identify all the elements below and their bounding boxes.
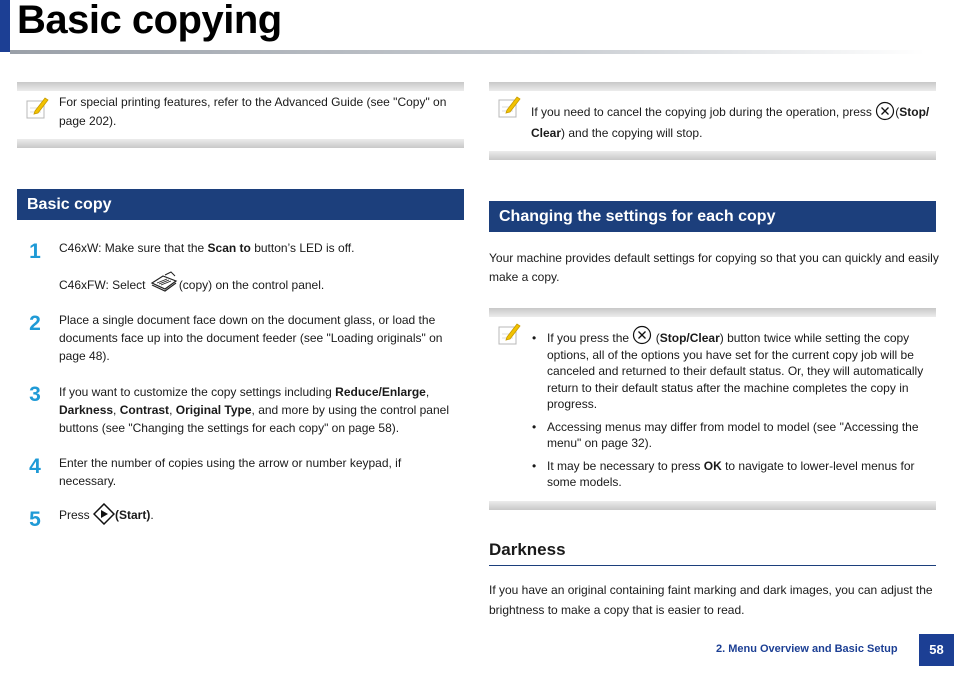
list-item: • Accessing menus may differ from model to model (see "Accessing the menu" on page 32).: [532, 419, 919, 450]
step-number-1: 1: [29, 240, 41, 263]
step-number-2: 2: [29, 312, 41, 335]
darkness-heading: Darkness: [489, 540, 566, 559]
step-4-text: Enter the number of copies using the arrow or number keypad, if necessary.: [59, 456, 402, 488]
step-number-3: 3: [29, 383, 41, 406]
list-item: • It may be necessary to press OK to navigate to lower-level menus for some models.: [532, 458, 915, 489]
list-item: • If you press the (Stop/Clear) button twice while setting the copy options, all of the options you have set for the current copy job will be canceled and returned to their default status. Or, they will automatically return to their default status after the machine completes the copy in progress.: [530, 330, 930, 413]
settings-bullet-list: [530, 330, 930, 497]
darkness-rule: [489, 565, 936, 566]
step-number-4: 4: [29, 455, 41, 478]
title-rule: [10, 50, 925, 54]
start-diamond-icon: [93, 503, 115, 525]
left-note-box: [17, 82, 464, 148]
changing-settings-heading: Changing the settings for each copy: [489, 201, 936, 232]
step-3-text: If you want to customize the copy settings including Reduce/Enlarge, Darkness, Contrast, Original Type, and more by using the control panel buttons (see "Changing the settings for each copy" on page 58).: [59, 385, 449, 435]
right-note-text: If you need to cancel the copying job during the operation, press (Stop/ Clear) and the copying will stop.: [531, 102, 936, 144]
page-title: Basic copying: [17, 0, 282, 42]
page-number: 58: [919, 634, 954, 666]
step-2-text: Place a single document face down on the document glass, or load the documents face up into the document feeder (see "Loading originals" on page 48).: [59, 313, 443, 363]
pencil-note-icon: [497, 321, 523, 347]
left-note-text: For special printing features, refer to the Advanced Guide (see "Copy" on page 202).: [59, 95, 447, 128]
stop-clear-icon: [632, 325, 652, 345]
basic-copy-heading: Basic copy: [17, 189, 464, 220]
copy-icon: [149, 271, 179, 293]
step-1-text: C46xW: Make sure that the Scan to button’s LED is off. C46xFW: Select (copy) on the control panel.: [59, 241, 355, 292]
darkness-text: If you have an original containing faint marking and dark images, you can adjust the brightness to make a copy that is easier to read.: [489, 583, 933, 617]
pencil-note-icon: [497, 94, 523, 120]
pencil-note-icon: [25, 95, 51, 121]
settings-intro-text: Your machine provides default settings for copying so that you can quickly and easily make a copy.: [489, 251, 939, 284]
stop-clear-icon: [875, 101, 895, 121]
right-note-box: [489, 82, 936, 160]
step-5-text: Press (Start).: [59, 506, 469, 525]
page-accent-bar: [0, 0, 10, 52]
footer-section-label: 2. Menu Overview and Basic Setup: [716, 643, 898, 655]
step-number-5: 5: [29, 508, 41, 531]
